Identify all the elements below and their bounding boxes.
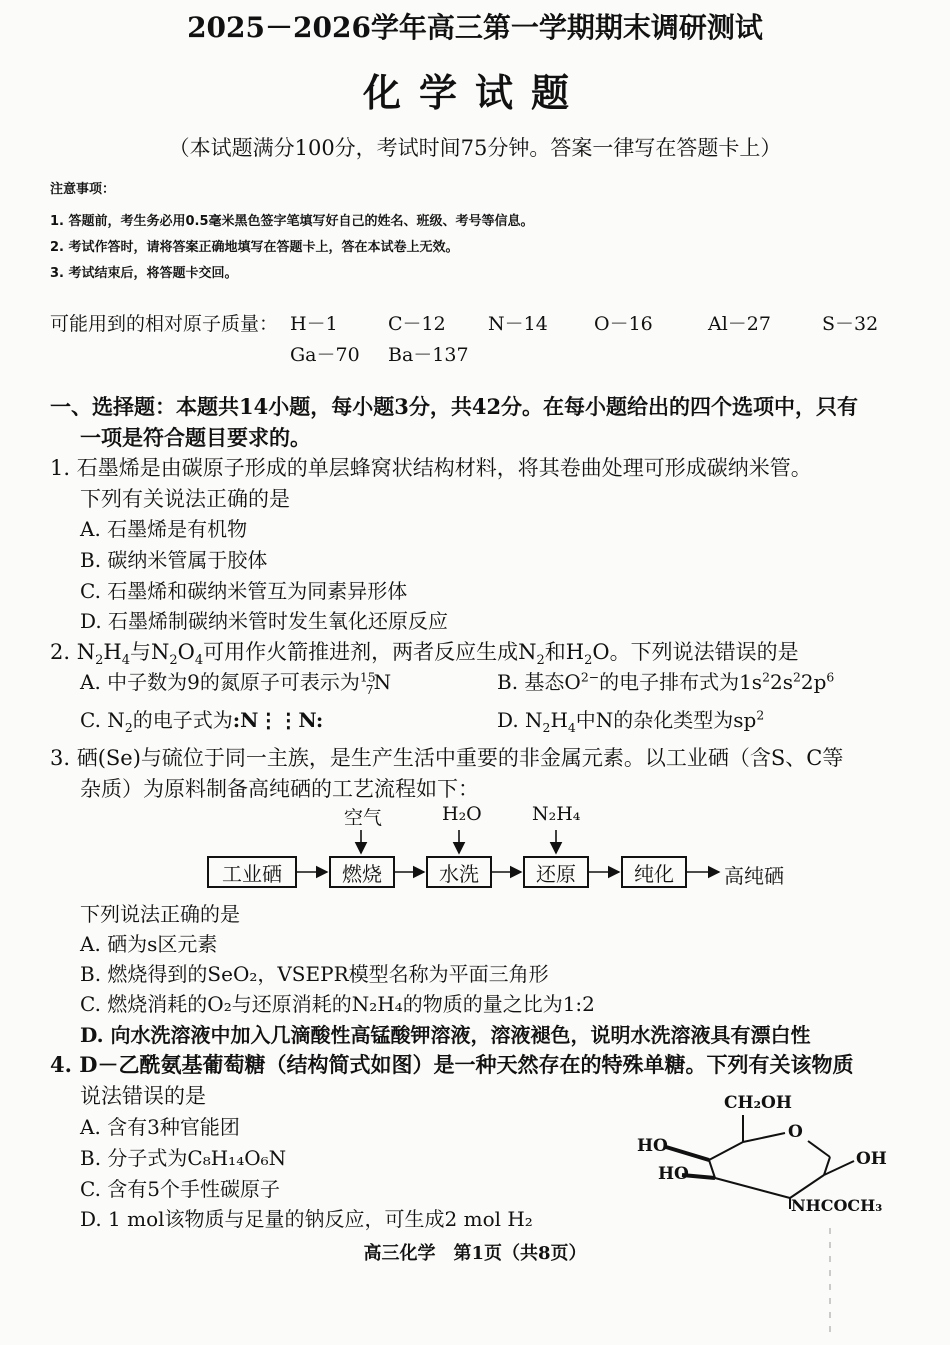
mass-al: Al－27: [708, 313, 771, 335]
q2-option-b-mid: 的电子排布式为: [599, 670, 740, 694]
q3-stem-line1: 3. 硒(Se)与硫位于同一主族，是生产生活中重要的非金属元素。以工业硒（含S、C等: [50, 746, 844, 770]
notes-heading: 注意事项：: [50, 182, 116, 197]
q1-option-a: A. 石墨烯是有机物: [80, 517, 248, 541]
mass-n: N－14: [488, 313, 548, 335]
q2-option-b: B. 基态$O^{2-}$的电子排布式为$1s^22s^22p^6$: [497, 669, 835, 694]
q2-option-c-mid: 的电子式为: [132, 708, 233, 732]
section1-line1: 一、选择题：本题共14小题，每小题3分，共42分。在每小题给出的四个选项中，只有: [50, 394, 859, 419]
q2-electron-formula: :N⋮⋮N:: [232, 708, 324, 732]
q2-option-a: A. 中子数为9的氮原子可表示为$^{15}_7$N: [80, 669, 392, 697]
flow-input-hydrazine: N₂H₄: [532, 803, 581, 825]
flow-box-burn: 燃烧: [329, 856, 395, 888]
q2-stem-end: 。下列说法错误的是: [609, 640, 799, 664]
flow-box-industrial-se: 工业硒: [207, 856, 297, 888]
q2-option-a-text: A. 中子数为9的氮原子可表示为: [80, 670, 360, 694]
q2-option-d-mid: 中N的杂化类型为sp: [575, 708, 757, 732]
flow-product: 高纯硒: [724, 864, 784, 888]
page-footer: 高三化学 第1页（共8页）: [363, 1243, 587, 1264]
q4-option-a: A. 含有3种官能团: [80, 1115, 240, 1139]
q2-option-c: C. $N_2$的电子式为:N⋮⋮N:: [80, 708, 324, 735]
struct-ch2oh: CH₂OH: [724, 1093, 792, 1113]
q1-option-d: D. 石墨烯制碳纳米管时发生氧化还原反应: [80, 609, 449, 633]
q2-stem: 2. $N_2H_4$与$N_2O_4$可用作火箭推进剂，两者反应生成$N_2$和$H_2O$。下列说法错误的是: [50, 640, 799, 669]
flow-box-wash: 水洗: [426, 856, 492, 888]
flow-input-water: H₂O: [442, 803, 482, 825]
q2-option-d-text: D. N: [497, 708, 543, 732]
exam-subtitle: （本试题满分100分，考试时间75分钟。答案一律写在答题卡上）: [168, 136, 782, 160]
q4-option-d: D. 1 mol该物质与足量的钠反应，可生成2 mol H₂: [80, 1207, 533, 1231]
q4-option-c: C. 含有5个手性碳原子: [80, 1177, 281, 1201]
q3-option-c: C. 燃烧消耗的O₂与还原消耗的N₂H₄的物质的量之比为1:2: [80, 992, 595, 1016]
q3-option-a: A. 硒为s区元素: [80, 932, 218, 956]
q2-option-c-text: C. N: [80, 708, 125, 732]
note-item-1: 1. 答题前，考生务必用0.5毫米黑色签字笔填写好自己的姓名、班级、考号等信息。: [50, 214, 534, 229]
mass-s: S－32: [822, 313, 879, 335]
q3-ask: 下列说法正确的是: [80, 902, 240, 926]
margin-line: [829, 1228, 831, 1332]
q3-option-d: D. 向水洗溶液中加入几滴酸性高锰酸钾溶液，溶液褪色，说明水洗溶液具有漂白性: [80, 1023, 811, 1047]
struct-ring-o: O: [788, 1122, 803, 1142]
flow-input-air: 空气: [344, 807, 383, 829]
note-item-3: 3. 考试结束后，将答题卡交回。: [50, 266, 238, 281]
struct-nhcoch3: NHCOCH₃: [791, 1196, 883, 1215]
note-item-2: 2. 考试作答时，请将答案正确地填写在答题卡上，答在本试卷上无效。: [50, 240, 459, 255]
masses-label: 可能用到的相对原子质量：: [50, 313, 279, 335]
q4-option-b: B. 分子式为C₈H₁₄O₆N: [80, 1146, 287, 1170]
q3-stem-line2: 杂质）为原料制备高纯硒的工艺流程如下：: [80, 777, 479, 801]
struct-oh: OH: [856, 1149, 887, 1169]
subject-title: 化学试题: [362, 70, 587, 115]
q2-option-d: D. $N_2H_4$中N的杂化类型为$sp^2$: [497, 707, 765, 735]
q4-stem-line2: 说法错误的是: [80, 1084, 206, 1108]
struct-ho-2: HO: [658, 1164, 689, 1184]
section1-line2: 一项是符合题目要求的。: [80, 425, 311, 450]
flow-box-purify: 纯化: [621, 856, 687, 888]
q4-stem-line1: 4. D－乙酰氨基葡萄糖（结构简式如图）是一种天然存在的特殊单糖。下列有关该物质: [50, 1052, 854, 1077]
q1-option-c: C. 石墨烯和碳纳米管互为同素异形体: [80, 579, 408, 603]
q3-option-b: B. 燃烧得到的SeO₂，VSEPR模型名称为平面三角形: [80, 962, 549, 986]
mass-o: O－16: [594, 313, 653, 335]
mass-c: C－12: [388, 313, 446, 335]
mass-h: H－1: [290, 313, 338, 335]
exam-title: 2025－2026学年高三第一学期期末调研测试: [187, 11, 763, 44]
q1-option-b: B. 碳纳米管属于胶体: [80, 548, 268, 572]
q1-stem-line1: 1. 石墨烯是由碳原子形成的单层蜂窝状结构材料，将其卷曲处理可形成碳纳米管。: [50, 456, 812, 480]
mass-ba: Ba－137: [388, 344, 469, 366]
q1-stem-line2: 下列有关说法正确的是: [80, 487, 290, 511]
mass-ga: Ga－70: [290, 344, 360, 366]
struct-ho-1: HO: [637, 1136, 668, 1156]
q2-option-b-text: B. 基态O: [497, 670, 581, 694]
flow-box-reduce: 还原: [523, 856, 589, 888]
